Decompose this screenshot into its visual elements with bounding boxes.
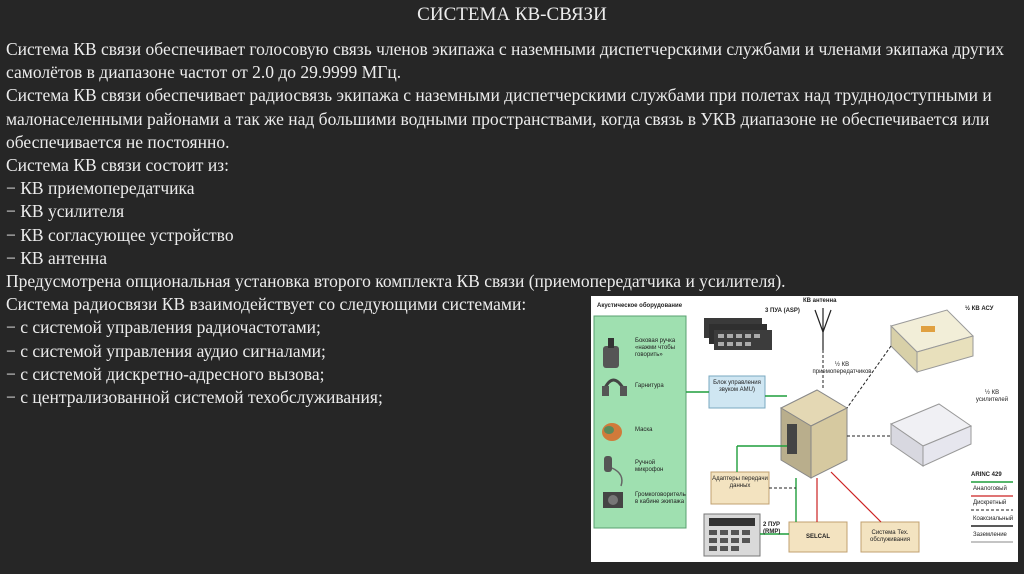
transceiver-unit-icon <box>781 390 847 478</box>
composition-intro: Система КВ связи состоит из: <box>6 155 229 176</box>
interacting-system-item: − с централизованной системой техобслуживания; <box>6 387 383 408</box>
maintenance-label: Система Тех. обслуживания <box>869 530 910 543</box>
acoustic-header: Акустическое оборудование <box>597 303 683 309</box>
paragraph-purpose-voice: Система КВ связи обеспечивает голосовую связь членов экипажа с наземными диспетчерскими службами и членами экипажа других самолётов в диапазоне частот от 2.0 до 29.9999 МГц. <box>6 39 1004 83</box>
wire-lines <box>686 392 796 534</box>
acoustic-item-label: Громкоговоритель в кабине экипажа <box>635 492 686 505</box>
component-item: − КВ антенна <box>6 247 108 268</box>
legend-label: Дискретный <box>973 500 1007 506</box>
component-item: − КВ усилителя <box>6 201 125 222</box>
interacting-system-item: − с системой дискретно-адресного вызова; <box>6 363 325 384</box>
asu-unit-icon <box>891 310 973 372</box>
legend-label: Заземление <box>973 532 1007 538</box>
red-wire-lines <box>817 472 881 522</box>
acoustic-item-label: Гарнитура <box>635 383 664 389</box>
speaker-icon <box>603 492 623 508</box>
interacting-system-item: − с системой управления радиочастотами; <box>6 317 321 338</box>
adapters-label: Адаптеры передачи данных <box>712 476 768 489</box>
legend-label: Коаксиальный <box>973 516 1014 522</box>
asp-panels-icon <box>704 318 772 350</box>
legend-label: Аналоговый <box>973 486 1007 492</box>
paragraph-purpose-radio: Система КВ связи обеспечивает радиосвязь экипажа с наземными диспетчерскими службами при полетах над труднодоступными и малонаселенными районами а так же над большими водными пространствами, когда связь в УКВ диапазоне не обеспечивается или обеспечивается не постоянно. <box>6 85 992 152</box>
acoustic-item-label: Боковая ручка «нажми чтобы говорить» <box>635 338 676 358</box>
component-item: − КВ приемопередатчика <box>6 178 195 199</box>
selcal-label: SELCAL <box>806 534 830 540</box>
slide-title: СИСТЕМА КВ-СВЯЗИ <box>417 4 607 25</box>
acoustic-item-label: Маска <box>635 427 653 433</box>
optional-set-text: Предусмотрена опциональная установка второго комплекта КВ связи (приемопередатчика и усилителя). <box>6 271 786 292</box>
asu-label: ½ КВ АСУ <box>965 306 994 312</box>
interacting-system-item: − с системой управления аудио сигналами; <box>6 340 326 361</box>
amu-label: Блок управления звуком AMU) <box>713 380 761 393</box>
antenna-label: КВ антенна <box>803 298 837 304</box>
interaction-intro: Система радиосвязи КВ взаимодействует со следующими системами: <box>6 294 527 315</box>
antenna-icon <box>815 308 831 350</box>
amplifier-label: ½ КВ усилителей <box>975 390 1009 403</box>
component-item: − КВ согласующее устройство <box>6 224 234 245</box>
rmp-panel-icon <box>704 514 760 556</box>
legend-label: ARINC 429 <box>971 472 1002 478</box>
mask-icon <box>602 423 622 441</box>
amplifier-unit-icon <box>891 404 971 466</box>
acoustic-item-label: Ручной микрофон <box>635 460 664 473</box>
asp-label: 3 ПУА (ASP) <box>765 308 800 314</box>
rmp-label: 2 ПУР (RMP) <box>763 522 781 535</box>
hf-system-diagram <box>591 296 1018 562</box>
transceiver-label: ½ КВ приемопередатчиков <box>812 362 872 375</box>
